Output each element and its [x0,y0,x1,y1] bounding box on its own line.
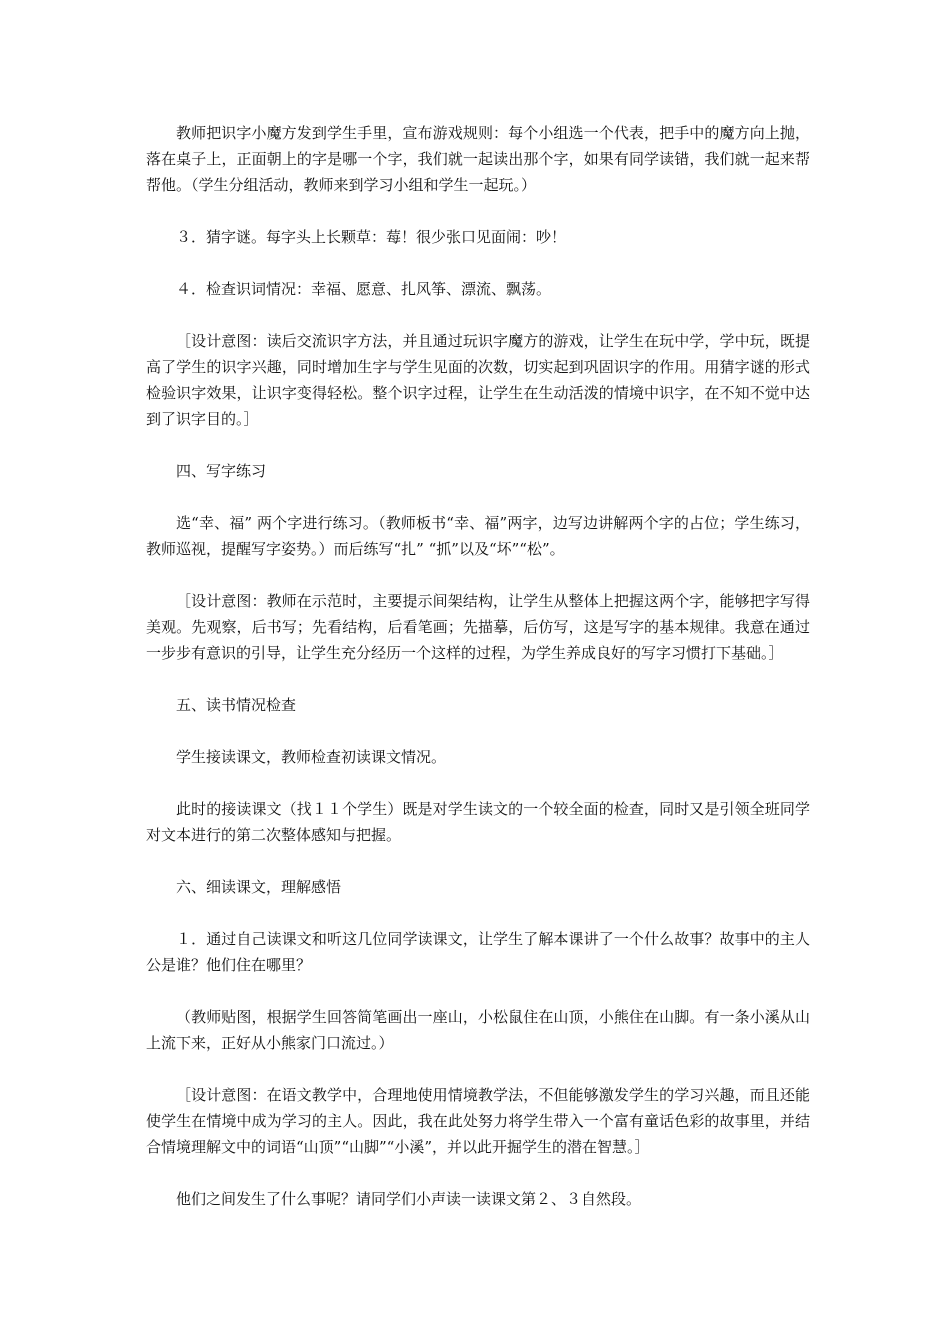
paragraph-reading-check: 学生接读课文，教师检查初读课文情况。 [176,748,447,766]
paragraph-design-intent-3: ［设计意图：在语文教学中，合理地使用情境教学法，不但能够激发学生的学习兴趣，而且还能使学生在情境中成为学习的主人。因此，我在此处努力将学生带入一个富有童话色彩的故事里，并结合情境理解文中的词语“山顶”“山脚”“小溪”，并以此开掘学生的潜在智慧。］ [146,1086,810,1156]
paragraph-design-intent-2: ［设计意图：教师在示范时，主要提示间架结构，让学生从整体上把握这两个字，能够把字写得美观。先观察，后书写；先看结构，后看笔画；先描摹，后仿写，这是写字的基本规律。我意在通过一步步有意识的引导，让学生充分经历一个这样的过程，为学生养成良好的写字习惯打下基础。］ [146,592,810,662]
section-heading-writing: 四、写字练习 [176,462,267,480]
paragraph-story-question: １．通过自己读课文和听这几位同学读课文，让学生了解本课讲了一个什么故事？故事中的主人公是谁？他们住在哪里？ [146,930,810,974]
section-heading-reading-check: 五、读书情况检查 [176,696,297,714]
paragraph-next-question: 他们之间发生了什么事呢？请同学们小声读一读课文第２、３自然段。 [176,1190,642,1208]
paragraph-relay-reading: 此时的接读课文（找１１个学生）既是对学生读文的一个较全面的检查，同时又是引领全班同学对文本进行的第二次整体感知与把握。 [146,800,810,844]
document-body [146,120,810,1238]
paragraph-design-intent-1: ［设计意图：读后交流识字方法，并且通过玩识字魔方的游戏，让学生在玩中学，学中玩，既提高了学生的识字兴趣，同时增加生字与学生见面的次数，切实起到巩固识字的作用。用猜字谜的形式检验识字效果，让识字变得轻松。整个识字过程，让学生在生动活泼的情境中识字，在不知不觉中达到了识字目的。］ [146,332,810,428]
section-heading-close-reading: 六、细读课文，理解感悟 [176,878,342,896]
paragraph-word-check: ４．检查识词情况：幸福、愿意、扎风筝、漂流、飘荡。 [176,280,552,298]
paragraph-writing-practice: 选“幸、福” 两个字进行练习。（教师板书“幸、福”两字，边写边讲解两个字的占位；学生练习，教师巡视，提醒写字姿势。）而后练写“扎” “抓”以及“坏”“松”。 [146,514,810,558]
paragraph-riddle: ３．猜字谜。每字头上长颗草：莓！很少张口见面闹：吵！ [176,228,567,246]
paragraph-game-rules: 教师把识字小魔方发到学生手里，宣布游戏规则：每个小组选一个代表，把手中的魔方向上抛，落在桌子上，正面朝上的字是哪一个字，我们就一起读出那个字，如果有同学读错，我们就一起来帮帮他。（学生分组活动，教师来到学习小组和学生一起玩。） [146,124,810,194]
paragraph-teacher-drawing: （教师贴图，根据学生回答简笔画出一座山，小松鼠住在山顶，小熊住在山脚。有一条小溪从山上流下来，正好从小熊家门口流过。） [146,1008,810,1052]
